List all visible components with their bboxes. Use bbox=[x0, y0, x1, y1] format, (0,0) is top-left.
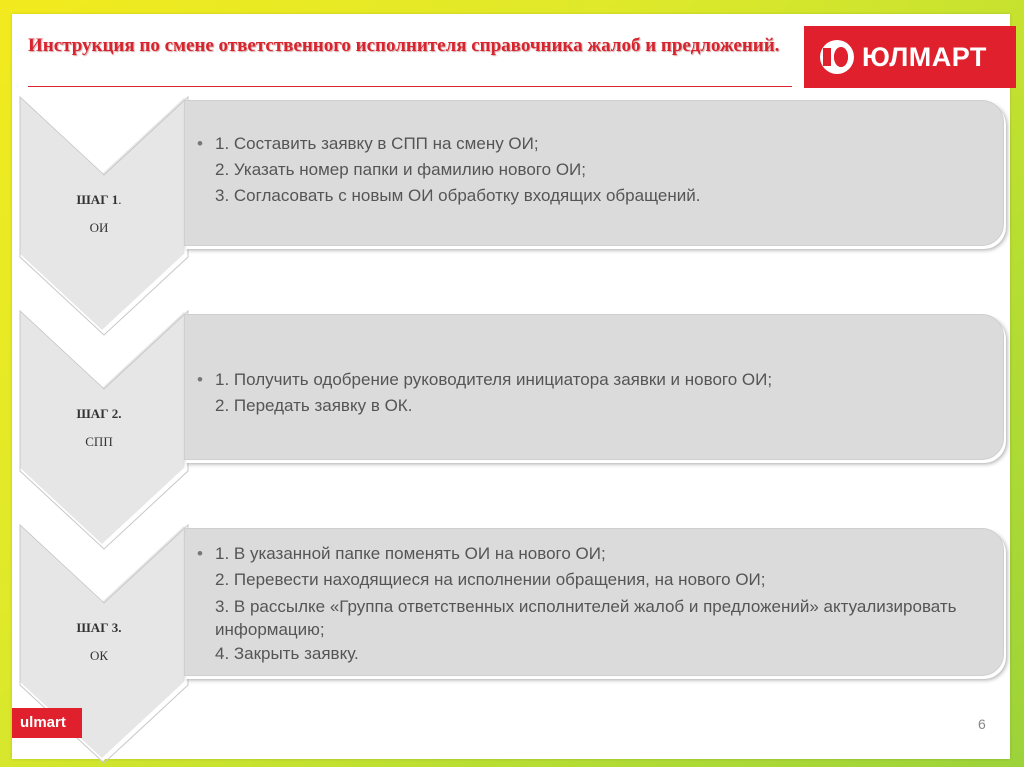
footer-ulmart-logo: ulmart bbox=[12, 708, 82, 738]
step-2-role: СПП bbox=[85, 434, 113, 449]
step-3-item: • 1. В указанной папке поменять ОИ на нового ОИ; bbox=[185, 541, 963, 567]
step-3-list bbox=[185, 541, 963, 667]
ulmart-logo bbox=[804, 26, 1016, 88]
step-2-label-main: ШАГ 2. bbox=[76, 406, 122, 421]
step-1-item: 2. Указать номер папки и фамилию нового ОИ; bbox=[215, 160, 586, 179]
step-1-label-main: ШАГ 1 bbox=[76, 192, 119, 207]
step-2-label bbox=[34, 400, 164, 456]
step-3-panel bbox=[184, 528, 1004, 676]
page-title: Инструкция по смене ответственного исполнителя справочника жалоб и предложений. bbox=[28, 35, 780, 56]
step-1-label-suffix: . bbox=[118, 192, 122, 207]
step-1-item: 3. Согласовать с новым ОИ обработку входящих обращений. bbox=[215, 186, 701, 205]
step-2-item: 2. Передать заявку в ОК. bbox=[215, 396, 413, 415]
step-2-panel bbox=[184, 314, 1004, 460]
step-1-panel bbox=[184, 100, 1004, 246]
logo-brand-text: ЮЛМАРТ bbox=[862, 41, 987, 72]
title-underline bbox=[28, 86, 792, 87]
step-3-item: 3. В рассылке «Группа ответственных исполнителей жалоб и предложений» актуализировать информацию; bbox=[215, 597, 957, 639]
step-3-item: 2. Перевести находящиеся на исполнении обращения, на нового ОИ; bbox=[215, 570, 766, 589]
step-3-label bbox=[34, 614, 164, 670]
step-1-list bbox=[185, 131, 1003, 209]
step-3-role: ОК bbox=[89, 648, 109, 663]
step-3-label-main: ШАГ 3. bbox=[76, 620, 122, 635]
step-1-role: ОИ bbox=[89, 220, 109, 235]
step-2-list bbox=[185, 367, 1003, 419]
ulmart-mark-icon bbox=[820, 40, 854, 74]
step-1-label bbox=[34, 186, 164, 242]
step-1-item: • 1. Составить заявку в СПП на смену ОИ; bbox=[185, 131, 1003, 157]
step-2-item: • 1. Получить одобрение руководителя инициатора заявки и нового ОИ; bbox=[185, 367, 1003, 393]
step-3-item: 4. Закрыть заявку. bbox=[215, 644, 359, 663]
page-number: 6 bbox=[978, 716, 986, 732]
